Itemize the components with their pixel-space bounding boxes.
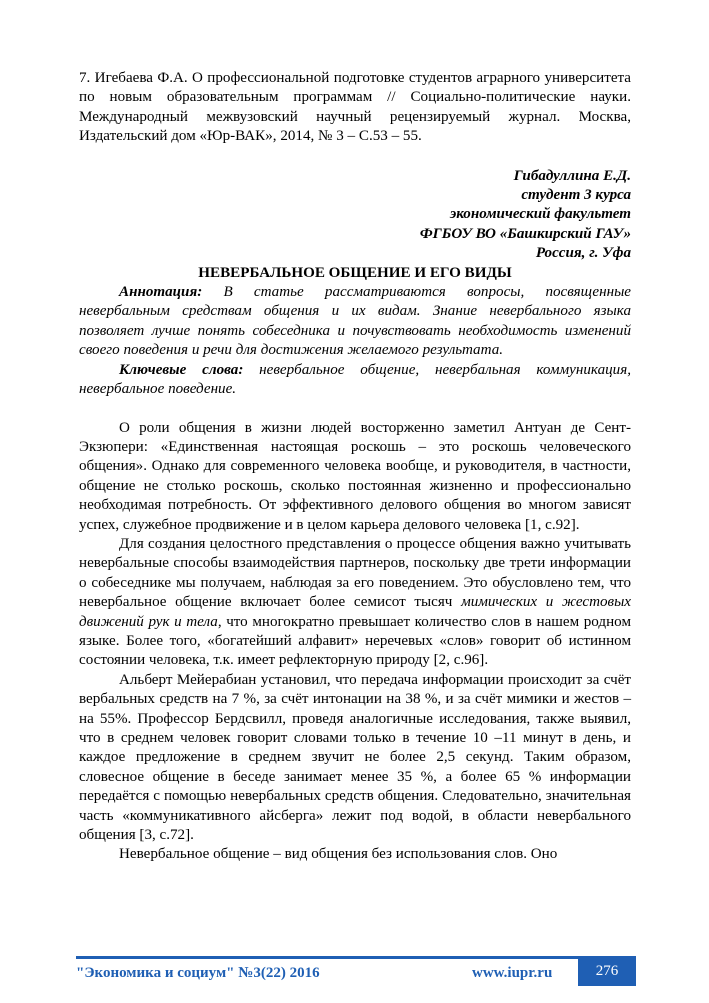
paragraph-2 bbox=[79, 535, 631, 671]
paragraph-2-part-1: Для создания целостного представления о процессе общения важно учитывать невербальные способы взаимодействия партнеров, поскольку две трети информации о собеседнике мы получаем, наблюдая за его поведением. Это обусловлено тем, что невербальное общение включает более семисот тысяч bbox=[79, 535, 631, 611]
reference-item: 7. Игебаева Ф.А. О профессиональной подготовке студентов аграрного университета по новым образовательным программам // Социально-политические науки. Международный межвузовский научный рецензируемый журнал. Москва, Издательский дом «Юр-ВАК», 2014, № 3 – С.53 – 55. bbox=[79, 70, 631, 145]
author-faculty: экономический факультет bbox=[449, 206, 631, 223]
footer-journal: "Экономика и социум" №3(22) 2016 bbox=[76, 965, 320, 981]
paragraph-2-part-2: , что многократно превышает количество слов в нашем родном языке. Более того, «богатейший алфавит» неречевых «слов» говорит об истинном состоянии человека, т.к. имеет рефлекторную природу [2, с.96]. bbox=[79, 613, 631, 669]
paragraph-3: Альберт Мейерабиан установил, что передача информации происходит за счёт вербальных средств на 7 %, за счёт интонации на 38 %, и за счёт мимики и жестов – на 55%. Профессор Бердсвилл, проведя аналогичные исследования, также выявил, что в среднем человек говорит словами только в течение 10 –11 минут в день, и каждое предложение в среднем звучит не более 2,5 секунд. Таким образом, словесное общение в беседе занимает менее 35 %, а более 65 % информации передаётся с помощью невербальных средств общения. Следовательно, значительная часть «коммуникативного айсберга» лежит под водой, в области невербального общения [3, с.72]. bbox=[79, 671, 631, 844]
author-university: ФГБОУ ВО «Башкирский ГАУ» bbox=[419, 225, 631, 242]
annotation-text: В статье рассматриваются вопросы, посвященные невербальным средствам общения и их видам. Знание невербального языка позволяет лучше понять собеседника и почувствовать необходимость изменений своего поведения и речи для достижения желаемого результата. bbox=[79, 284, 631, 359]
keywords-label: Ключевые слова: bbox=[119, 361, 244, 378]
author-block bbox=[79, 167, 631, 264]
paragraph-1: О роли общения в жизни людей восторженно заметил Антуан де Сент-Экзюпери: «Единственная настоящая роскошь – это роскошь человеческого общения». Однако для современного человека вообще, и руководителя, в частности, общение не столько роскошь, сколько постоянная жизненно и профессионально необходимая потребность. От эффективного делового общения во многом зависят успех, служебное продвижение и в целом карьера делового человека [1, с.92]. bbox=[79, 419, 631, 533]
footer-site-link[interactable]: www.iupr.ru bbox=[472, 965, 553, 981]
page-number: 276 bbox=[578, 956, 636, 986]
page-footer bbox=[76, 956, 636, 986]
annotation-label: Аннотация: bbox=[119, 284, 203, 301]
author-location: Россия, г. Уфа bbox=[535, 245, 631, 262]
paragraph-2-italic: мимических и жестовых движений рук и тела bbox=[79, 594, 631, 630]
article-title: НЕВЕРБАЛЬНОЕ ОБЩЕНИЕ И ЕГО ВИДЫ bbox=[198, 264, 512, 281]
annotation bbox=[79, 283, 631, 361]
keywords bbox=[79, 361, 631, 400]
keywords-text: невербальное общение, невербальная коммуникация, невербальное поведение. bbox=[79, 361, 631, 398]
page-content bbox=[79, 69, 631, 865]
paragraph-4: Невербальное общение – вид общения без использования слов. Оно bbox=[119, 846, 558, 863]
author-position: студент 3 курса bbox=[521, 187, 631, 204]
spacer bbox=[79, 400, 631, 419]
author-name: Гибадуллина Е.Д. bbox=[513, 167, 631, 184]
